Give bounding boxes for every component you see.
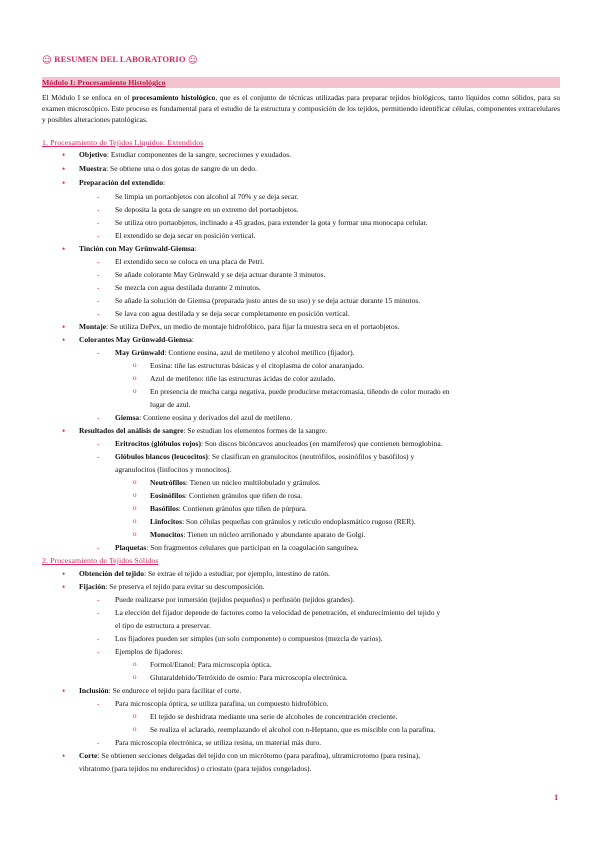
leucocitos-text: : Se clasifican en granulocitos (neutrófilos, eosinófilos y basófilos) y — [207, 452, 415, 461]
fijacion-detail: Puede realizarse por inmersión (tejidos pequeños) o perfusión (tejidos grandes). — [115, 595, 355, 604]
obtencion-item — [79, 568, 330, 579]
objetivo-item — [79, 149, 291, 160]
colorantes-item: Colorantes May Grünwald-Giemsa: — [79, 335, 195, 344]
module-heading: Módulo I: Procesamiento Histológico — [42, 77, 560, 88]
dash-icon: - — [97, 595, 100, 604]
dash-icon: - — [97, 738, 100, 747]
inclusion-optica: Para microscopía óptica, se utiliza parafina, un compuesto hidrofóbico. — [115, 699, 329, 708]
mg-detail: Eosina: tiñe las estructuras básicas y el citoplasma de color anaranjado. — [150, 361, 364, 370]
leucocyte-label: Monocitos — [150, 530, 184, 539]
dash-icon: - — [97, 348, 100, 357]
colorantes-label: Colorantes May Grünwald-Giemsa — [79, 335, 192, 344]
intro-text-before: El Módulo I se enfoca en el — [42, 93, 132, 102]
leucocyte-label: Basófilos — [150, 504, 179, 513]
leucocyte-text: : Tienen un núcleo arriñonado y abundante aparato de Golgi. — [183, 530, 366, 539]
prep-step: Se utiliza otro portaobjetos, inclinado a 45 grados, para extender la gota y formar una monocapa celular. — [115, 218, 428, 227]
fijacion-item — [79, 581, 265, 592]
bullet-icon: • — [62, 426, 66, 436]
obtencion-label: Obtención del tejido — [79, 569, 144, 578]
resultados-label: Resultados del análisis de sangre — [79, 426, 184, 435]
eritrocitos-text: : Son discos bicóncavos anucleados (en mamíferos) que contienen hemoglobina. — [200, 439, 443, 448]
muestra-item — [79, 163, 257, 174]
circle-bullet-icon: o — [133, 660, 137, 668]
bullet-icon: • — [62, 751, 66, 761]
leucocitos-label: Glóbulos blancos (leucocitos) — [115, 452, 208, 461]
bullet-icon: • — [62, 322, 66, 332]
dash-icon: - — [97, 452, 100, 461]
circle-bullet-icon: o — [133, 725, 137, 733]
fijacion-text: : Se preserva el tejido para evitar su descomposición. — [105, 582, 265, 591]
leucocyte-type — [150, 490, 302, 501]
fijador-example: Glutaraldehído/Tetróxido de osmio: Para microscopía electrónica. — [150, 673, 348, 682]
leucocyte-type — [150, 516, 416, 527]
circle-bullet-icon: o — [133, 361, 137, 369]
dash-icon: - — [97, 270, 100, 279]
prep-step: El extendido se deja secar en posición vertical. — [115, 231, 256, 240]
leucocyte-label: Linfocitos — [150, 517, 183, 526]
prep-step: Se deposita la gota de sangre en un extremo del portaobjetos. — [115, 205, 299, 214]
inclusion-label: Inclusión — [79, 686, 109, 695]
smiley-icon: ☺ — [42, 55, 53, 66]
dash-icon: - — [97, 634, 100, 643]
circle-bullet-icon: o — [133, 712, 137, 720]
circle-bullet-icon: o — [133, 374, 137, 382]
inclusion-step: Se realiza el aclarado, reemplazando el alcohol con n-Heptano, que es miscible con la parafina. — [150, 725, 436, 734]
fijacion-detail: La elección del fijador depende de factores como la velocidad de penetración, el endurecimiento del tejido y — [115, 608, 441, 617]
leucocitos-item — [115, 451, 560, 462]
eritrocitos-item — [115, 438, 443, 449]
giemsa-label: Giemsa — [115, 413, 140, 422]
circle-bullet-icon: o — [133, 530, 137, 538]
tincion-label: Tinción con May Grünwald-Giemsa — [79, 244, 195, 253]
eritrocitos-label: Eritrocitos (glóbulos rojos) — [115, 439, 201, 448]
inclusion-electronica: Para microscopía electrónica, se utiliza resina, un material más duro. — [115, 738, 322, 747]
title-text: RESUMEN DEL LABORATORIO — [54, 54, 186, 64]
corte-text: : Se obtienen secciones delgadas del tejido con un micrótomo (para parafina), ultramicrotomo (para resina), — [97, 751, 421, 760]
dash-icon: - — [97, 413, 100, 422]
may-grunwald-item — [115, 347, 355, 358]
mg-detail: Azul de metileno: tiñe las estructuras ácidas de color azulado. — [150, 374, 336, 383]
mg-label: May Grünwald — [115, 348, 165, 357]
montaje-label: Montaje — [79, 322, 107, 331]
dash-icon: - — [97, 699, 100, 708]
intro-text-after: , que es el conjunto de técnicas utilizadas para preparar tejidos biológicos, tanto líquidos como sólidos, para su examen microscópico. Este proceso es fundamental para el estudio de la estructura y composición de los tejidos, permitiendo identificar células, componentes extracelulares y posibles alteraciones patológicas. — [42, 93, 561, 125]
plaquetas-item — [115, 542, 359, 553]
mg-detail: En presencia de mucha carga negativa, puede producirse metacromasia, tiñendo de color morado en — [150, 387, 450, 396]
tincion-step: Se lava con agua destilada y se deja secar completamente en posición vertical. — [115, 309, 350, 318]
circle-bullet-icon: o — [133, 673, 137, 681]
leucocyte-text: : Contienen gránulos que tiñen de rosa. — [185, 491, 303, 500]
circle-bullet-icon: o — [133, 504, 137, 512]
intro-bold: procesamiento histológico — [132, 93, 216, 102]
leucocyte-type — [150, 529, 365, 540]
inclusion-text: : Se endurece el tejido para facilitar el corte. — [108, 686, 242, 695]
bullet-icon: • — [62, 569, 66, 579]
dash-icon: - — [97, 608, 100, 617]
tincion-step: Se añade la solución de Giemsa (preparada justo antes de su uso) y se deja actuar durante 15 minutos. — [115, 296, 421, 305]
fijacion-detail: Ejemplos de fijadores: — [115, 647, 183, 656]
tincion-step: Se mezcla con agua destilada durante 2 minutos. — [115, 283, 261, 292]
preparacion-item: Preparación del extendido: — [79, 178, 166, 187]
plaquetas-label: Plaquetas — [115, 543, 147, 552]
dash-icon: - — [97, 257, 100, 266]
leucocyte-text: : Son células pequeñas con gránulos y retículo endoplasmático rugoso (RER). — [182, 517, 416, 526]
dash-icon: - — [97, 231, 100, 240]
section-2-heading: 2. Procesamiento de Tejidos Sólidos — [42, 556, 159, 565]
page-number: 1 — [554, 792, 559, 802]
leucocyte-label: Eosinófilos — [150, 491, 186, 500]
objetivo-label: Objetivo — [79, 150, 107, 159]
objetivo-text: : Estudiar componentes de la sangre, secreciones y exudados. — [106, 150, 292, 159]
bullet-icon: • — [62, 244, 66, 254]
smiley-icon: ☺ — [187, 55, 198, 66]
document-title — [42, 54, 562, 66]
dash-icon: - — [97, 296, 100, 305]
inclusion-item — [79, 685, 241, 696]
dash-icon: - — [97, 205, 100, 214]
bullet-icon: • — [62, 178, 66, 188]
fijacion-detail: Los fijadores pueden ser simples (un solo componente) o compuestos (mezcla de varios). — [115, 634, 383, 643]
resultados-text: : Se estudian los elementos formes de la sangre. — [183, 426, 327, 435]
dash-icon: - — [97, 283, 100, 292]
fijacion-label: Fijación — [79, 582, 106, 591]
circle-bullet-icon: o — [133, 491, 137, 499]
dash-icon: - — [97, 309, 100, 318]
corte-item — [79, 750, 560, 761]
dash-icon: - — [97, 647, 100, 656]
dash-icon: - — [97, 439, 100, 448]
giemsa-item — [115, 412, 292, 423]
mg-text: : Contiene eosina, azul de metileno y alcohol metílico (fijador). — [164, 348, 355, 357]
tincion-step: El extendido seco se coloca en una placa de Petri. — [115, 257, 265, 266]
corte-label: Corte — [79, 751, 98, 760]
leucocyte-type — [150, 503, 307, 514]
intro-paragraph — [42, 92, 560, 126]
giemsa-text: : Contiene eosina y derivados del azul de metileno. — [139, 413, 293, 422]
mg-detail-continuation: lugar de azul. — [150, 400, 191, 409]
muestra-label: Muestra — [79, 164, 107, 173]
preparacion-label: Preparación del extendido — [79, 178, 164, 187]
circle-bullet-icon: o — [133, 387, 137, 395]
dash-icon: - — [97, 218, 100, 227]
tincion-item: Tinción con May Grünwald-Giemsa: — [79, 244, 197, 253]
dash-icon: - — [97, 192, 100, 201]
obtencion-text: : Se extrae el tejido a estudiar, por ejemplo, intestino de ratón. — [144, 569, 330, 578]
resultados-item — [79, 425, 327, 436]
corte-continuation: vibratomo (para tejidos no endurecidos) o criostato (para tejidos congelados). — [79, 764, 312, 773]
tincion-step: Se añade colorante May Grünwald y se deja actuar durante 3 minutos. — [115, 270, 326, 279]
circle-bullet-icon: o — [133, 517, 137, 525]
leucocyte-label: Neutrófilos — [150, 478, 186, 487]
montaje-text: : Se utiliza DePex, un medio de montaje hidrofóbico, para fijar la muestra seca en el portaobjetos. — [106, 322, 400, 331]
prep-step: Se limpia un portaobjetos con alcohol al 70% y se deja secar. — [115, 192, 299, 201]
bullet-icon: • — [62, 582, 66, 592]
leucocyte-text: : Contienen gránulos que tiñen de púrpura. — [178, 504, 307, 513]
dash-icon: - — [97, 543, 100, 552]
muestra-text: : Se obtiene una o dos gotas de sangre de un dedo. — [106, 164, 257, 173]
fijacion-detail-continuation: el tipo de estructura a preservar. — [115, 621, 211, 630]
bullet-icon: • — [62, 164, 66, 174]
fijador-example: Formol/Etanol: Para microscopía óptica. — [150, 660, 272, 669]
plaquetas-text: : Son fragmentos celulares que participan en la coagulación sanguínea. — [146, 543, 359, 552]
leucocyte-type — [150, 477, 321, 488]
leucocyte-text: : Tienen un núcleo multilobulado y gránulos. — [185, 478, 321, 487]
montaje-item — [79, 321, 400, 332]
inclusion-step: El tejido se deshidrata mediante una serie de alcoholes de concentración creciente. — [150, 712, 398, 721]
bullet-icon: • — [62, 335, 66, 345]
bullet-icon: • — [62, 150, 66, 160]
section-1-heading: 1. Procesamiento de Tejidos Líquidos: Extendidos — [42, 138, 204, 147]
circle-bullet-icon: o — [133, 478, 137, 486]
leucocitos-continuation: agranulocitos (linfocitos y monocitos). — [115, 465, 232, 474]
bullet-icon: • — [62, 686, 66, 696]
